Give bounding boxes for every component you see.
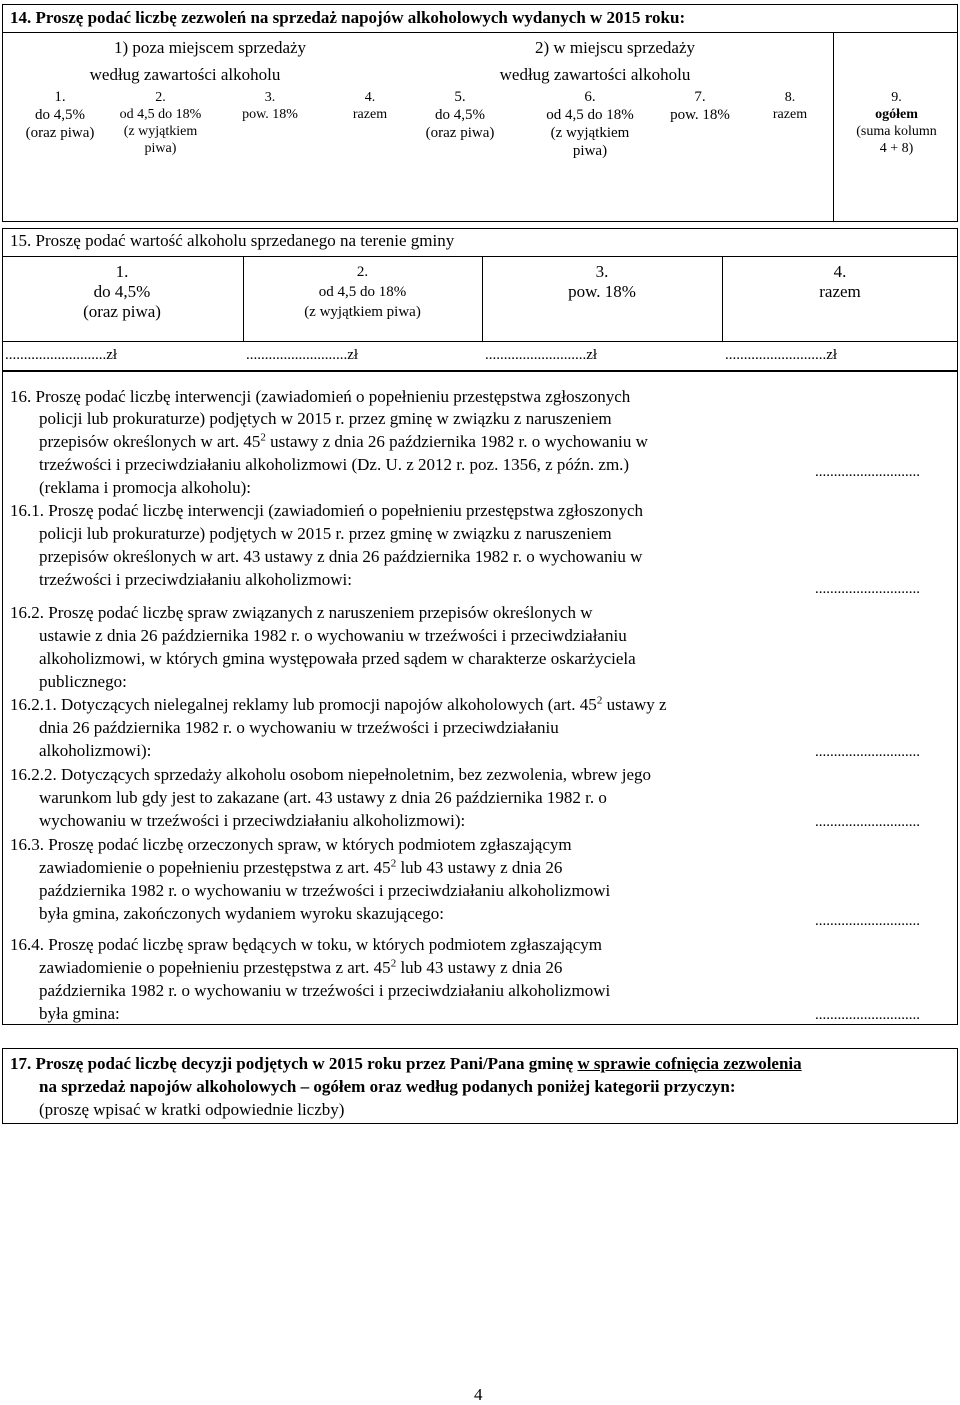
- q17-line-2: na sprzedaż napojów alkoholowych – ogółem oraz według podanych poniżej kategorii przyczyn:: [39, 1077, 736, 1096]
- q14-col3-header: 3. pow. 18%: [242, 90, 298, 122]
- q16-blank[interactable]: ............................: [815, 464, 920, 480]
- q163-line-3: października 1982 r. o wychowaniu w trzeźwości i przeciwdziałaniu alkoholizmowi: [39, 881, 611, 900]
- q163-line-2: zawiadomienie o popełnieniu przestępstwa z art. $45^2$ lub 43 ustawy z dnia 26: [39, 857, 563, 877]
- q1621-line-3: alkoholizmowi):: [39, 741, 152, 760]
- q163-blank[interactable]: ............................: [815, 913, 920, 929]
- q16-line-5: (reklama i promocja alkoholu):: [39, 478, 251, 497]
- q164-line-2: zawiadomienie o popełnieniu przestępstwa z art. $45^2$ lub 43 ustawy z dnia 26: [39, 957, 563, 977]
- q16-line-3: przepisów określonych w art. $45^2$ ustawy z dnia 26 października 1982 r. o wychowaniu w: [39, 431, 648, 451]
- q17-line-1: 17. Proszę podać liczbę decyzji podjętych w 2015 roku przez Pani/Pana gminę w sprawie cofnięcia zezwolenia: [10, 1054, 802, 1073]
- q15-col1-blank[interactable]: ...........................zł: [5, 347, 118, 363]
- q15-col3-header: 3. pow. 18%: [568, 262, 636, 301]
- q164-line-3: października 1982 r. o wychowaniu w trzeźwości i przeciwdziałaniu alkoholizmowi: [39, 981, 611, 1000]
- q15-col2-blank[interactable]: ...........................zł: [246, 347, 359, 363]
- q15-title: 15. Proszę podać wartość alkoholu sprzedanego na terenie gminy: [10, 231, 455, 250]
- q1621-blank[interactable]: ............................: [815, 744, 920, 760]
- q161-line-3: przepisów określonych w art. 43 ustawy z dnia 26 października 1982 r. o wychowaniu w: [39, 547, 643, 566]
- q14-col1-header: 1. do 4,5% (oraz piwa): [25, 89, 95, 141]
- q14-title: 14. Proszę podać liczbę zezwoleń na sprzedaż napojów alkoholowych wydanych w 2015 roku:: [10, 8, 686, 27]
- q1622-blank[interactable]: ............................: [815, 814, 920, 830]
- q1622-line-1: 16.2.2. Dotyczących sprzedaży alkoholu osobom niepełnoletnim, bez zezwolenia, wbrew jego: [10, 765, 652, 784]
- q15-col2-header: 2. od 4,5 do 18% (z wyjątkiem piwa): [304, 264, 421, 320]
- q14-sub2: według zawartości alkoholu: [499, 65, 691, 84]
- q1621-line-2: dnia 26 października 1982 r. o wychowaniu w trzeźwości i przeciwdziałaniu: [39, 718, 559, 737]
- q164-line-1: 16.4. Proszę podać liczbę spraw będących w toku, w których podmiotem zgłaszającym: [10, 935, 602, 954]
- q14-group1: 1) poza miejscem sprzedaży: [113, 38, 307, 57]
- q14-group2: 2) w miejscu sprzedaży: [534, 38, 696, 57]
- q162-line-3: alkoholizmowi, w których gmina występowała przed sądem w charakterze oskarżyciela: [39, 649, 636, 668]
- q14-col4-header: 4. razem: [352, 90, 388, 122]
- q17-line-3: (proszę wpisać w kratki odpowiednie liczby): [39, 1100, 345, 1119]
- q15-title-divider: [2, 256, 958, 257]
- q16-line-1: 16. Proszę podać liczbę interwencji (zawiadomień o popełnieniu przestępstwa zgłoszonych: [10, 387, 631, 406]
- q14-title-divider: [2, 32, 958, 33]
- q162-line-2: ustawie z dnia 26 października 1982 r. o wychowaniu w trzeźwości i przeciwdziałaniu: [39, 626, 627, 645]
- q161-line-1: 16.1. Proszę podać liczbę interwencji (zawiadomień o popełnieniu przestępstwa zgłoszonych: [10, 501, 644, 520]
- q14-col5-header: 5. do 4,5% (oraz piwa): [425, 89, 495, 141]
- q163-line-4: była gmina, zakończonych wydaniem wyroku skazującego:: [39, 904, 445, 923]
- q16-line-2: policji lub prokuraturze) podjętych w 2015 r. przez gminę w związku z naruszeniem: [39, 409, 612, 428]
- q164-line-4: była gmina:: [39, 1004, 120, 1023]
- q15-col4-header: 4. razem: [819, 262, 861, 301]
- q162-line-4: publicznego:: [39, 672, 127, 691]
- q1621-line-1: 16.2.1. Dotyczących nielegalnej reklamy lub promocji napojów alkoholowych (art. $45^2$ ustawy z: [10, 694, 667, 714]
- q15-col4-blank[interactable]: ...........................zł: [725, 347, 838, 363]
- q14-col2-header: 2. od 4,5 do 18% (z wyjątkiem piwa): [119, 90, 202, 156]
- q1622-line-2: warunkom lub gdy jest to zakazane (art. 43 ustawy z dnia 26 października 1982 r. o: [39, 788, 607, 807]
- q15-col3-blank[interactable]: ...........................zł: [485, 347, 598, 363]
- q15-header-divider: [2, 341, 958, 342]
- q162-line-1: 16.2. Proszę podać liczbę spraw związanych z naruszeniem przepisów określonych w: [10, 603, 593, 622]
- q1622-line-3: wychowaniu w trzeźwości i przeciwdziałaniu alkoholizmowi):: [39, 811, 466, 830]
- q164-blank[interactable]: ............................: [815, 1007, 920, 1023]
- q14-col9-divider: [833, 32, 834, 222]
- q14-col9-header: 9. ogółem (suma kolumn 4 + 8): [856, 90, 937, 156]
- q14-col7-header: 7. pow. 18%: [670, 89, 730, 123]
- q14-col6-header: 6. od 4,5 do 18% (z wyjątkiem piwa): [546, 89, 634, 159]
- page-number: 4: [474, 1385, 483, 1404]
- q161-line-2: policji lub prokuraturze) podjętych w 2015 r. przez gminę w związku z naruszeniem: [39, 524, 612, 543]
- q16-line-4: trzeźwości i przeciwdziałaniu alkoholizmowi (Dz. U. z 2012 r. poz. 1356, z późn. zm.): [39, 455, 630, 474]
- q163-line-1: 16.3. Proszę podać liczbę orzeczonych spraw, w których podmiotem zgłaszającym: [10, 835, 572, 854]
- q161-line-4: trzeźwości i przeciwdziałaniu alkoholizmowi:: [39, 570, 352, 589]
- q14-sub1: według zawartości alkoholu: [89, 65, 281, 84]
- q15-col1-header: 1. do 4,5% (oraz piwa): [83, 262, 161, 321]
- q161-blank[interactable]: ............................: [815, 581, 920, 597]
- q14-col8-header: 8. razem: [772, 90, 808, 122]
